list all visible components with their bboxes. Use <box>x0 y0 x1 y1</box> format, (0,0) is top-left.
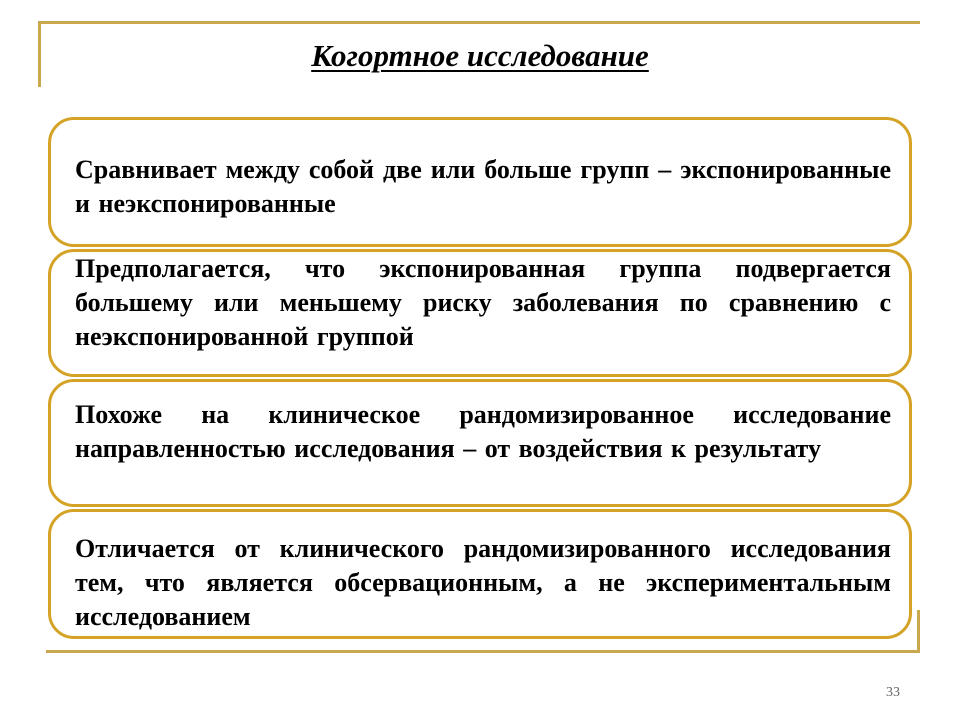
statement-text-1: Сравнивает между собой две или больше групп – экспонированные и неэкспонированные <box>75 155 891 218</box>
frame-top-line <box>38 21 920 24</box>
statement-card-2 <box>48 249 912 377</box>
slide-title: Когортное исследование <box>311 38 649 73</box>
frame-right-line <box>917 610 920 653</box>
statement-text-2: Предполагается, что экспонированная группа подвергается большему или меньшему риску заболевания по сравнению с неэкспонированной группой <box>75 254 891 351</box>
statement-card-3 <box>48 379 912 507</box>
statement-card-1 <box>48 117 912 247</box>
frame-bottom-line <box>46 650 920 653</box>
statement-text-4: Отличается от клинического рандомизированного исследования тем, что является обсервационным, а не экспериментальным исследованием <box>75 534 891 631</box>
page-number: 33 <box>886 685 900 700</box>
statement-card-4 <box>48 509 912 639</box>
statement-text-3: Похоже на клиническое рандомизированное исследование направленностью исследования – от воздействия к результату <box>75 400 891 463</box>
